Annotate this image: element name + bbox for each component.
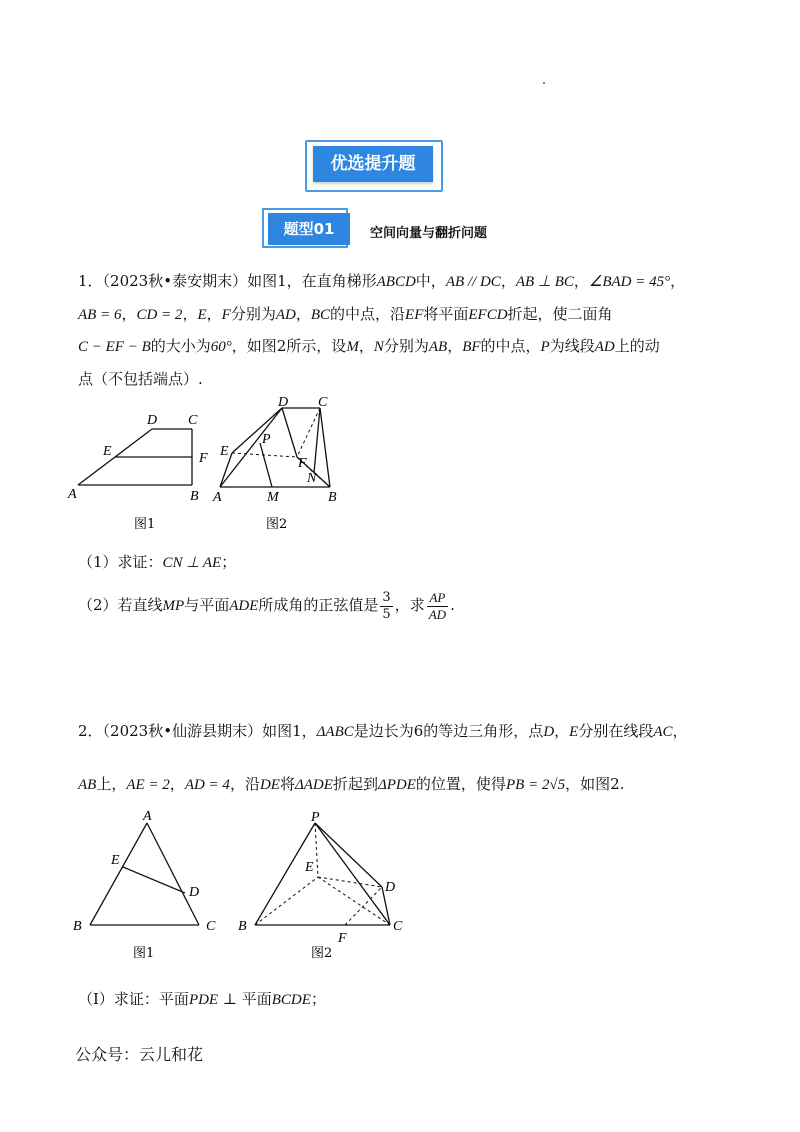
fig2-label-b: B <box>328 490 337 505</box>
type-title: 空间向量与翻折问题 <box>370 226 488 241</box>
q2-fig2-label-f: F <box>338 931 347 946</box>
fig2-cb <box>320 408 330 487</box>
q2-part-1: （Ⅰ）求证：平面PDE ⊥ 平面BCDE； <box>78 990 326 1008</box>
fig1-label-f: F <box>199 451 208 466</box>
q2-fig1-label-e: E <box>111 853 120 868</box>
fig2-label-c: C <box>318 395 328 410</box>
footer-wechat-account: 公众号：云儿和花 <box>75 1045 204 1064</box>
fig2-ef-dashed <box>232 453 297 457</box>
fig1-caption: 图1 <box>134 517 156 532</box>
fig2-label-a: A <box>213 490 222 505</box>
q2-fig1-label-a: A <box>143 809 152 824</box>
fig2-pd <box>315 823 382 887</box>
fraction-three-fifths: $\frac{3}{5}$ <box>382 589 391 622</box>
fig2-pc <box>315 823 390 925</box>
type-badge: 题型01 <box>268 213 350 245</box>
fig2-label-e: E <box>220 444 229 459</box>
stray-dot <box>543 82 545 84</box>
q2-fig1-label-c: C <box>206 919 216 934</box>
section-badge: 优选提升题 <box>313 146 433 182</box>
fig2-label-m: M <box>267 490 279 505</box>
fig2-ad <box>220 408 282 487</box>
fig1-label-c: C <box>188 413 198 428</box>
fig2-cn <box>314 408 320 473</box>
q1-line-2: AB = 6，CD = 2，E，F分别为AD，BC的中点，沿EF将平面EFCD折起，使二面角 <box>78 305 613 323</box>
q2-fig2-label-c: C <box>393 919 403 934</box>
q1-figures <box>60 395 360 540</box>
fig2-pm <box>260 443 272 487</box>
q1-part-2: （2）若直线MP与平面ADE所成角的正弦值是 $\frac{3}{5}$ ，求 $\frac{AP}{AD}$ . <box>78 589 455 622</box>
q1-line-4: 点（不包括端点）. <box>78 370 203 388</box>
q2-fig2-label-d: D <box>385 880 396 895</box>
fig2-ed <box>232 408 282 453</box>
q2-fig2-label-e: E <box>305 860 314 875</box>
q2-fig2-label-p: P <box>311 810 320 825</box>
fig2-be-dashed <box>255 877 318 925</box>
fig1-label-d: D <box>147 413 158 428</box>
fig1-label-a: A <box>68 487 77 502</box>
q1-line-1: 1．（2023秋•泰安期末）如图1，在直角梯形ABCD中，AB // DC，AB ⊥ BC，∠BAD = 45°， <box>78 272 686 290</box>
fig1-label-b: B <box>190 489 199 504</box>
fig2-label-f: F <box>298 456 307 471</box>
q2-fig1-label-d: D <box>189 885 200 900</box>
q2-fig1-caption: 图1 <box>133 946 155 961</box>
fig2-df <box>282 408 297 457</box>
fig2-caption: 图2 <box>266 517 288 532</box>
fig2-label-d: D <box>278 395 289 410</box>
q2-figures <box>65 805 415 965</box>
q2-fig2-caption: 图2 <box>311 946 333 961</box>
fig2-pe-dashed <box>315 823 318 877</box>
q2-fig2-label-b: B <box>238 919 247 934</box>
q1-line-3: C − EF − B的大小为60°，如图2所示，设M，N分别为AB，BF的中点，P为线段AD上的动 <box>78 337 660 355</box>
fraction-ap-ad: $\frac{AP}{AD}$ <box>428 589 447 622</box>
fig1-label-e: E <box>103 444 112 459</box>
fig2-label-p: P <box>262 432 271 447</box>
fig2-label-n: N <box>307 471 317 486</box>
q2-line-2: AB上，AE = 2，AD = 4，沿DE将ΔADE折起到ΔPDE的位置，使得PB = 2√5，如图2. <box>78 775 625 793</box>
q2-line-1: 2．（2023秋•仙游县期末）如图1，ΔABC是边长为6的等边三角形，点D，E分别在线段AC， <box>78 722 688 740</box>
q2-fig1-label-b: B <box>73 919 82 934</box>
q1-part-1: （1）求证：CN ⊥ AE； <box>78 553 237 571</box>
fig1-ac <box>147 823 199 925</box>
